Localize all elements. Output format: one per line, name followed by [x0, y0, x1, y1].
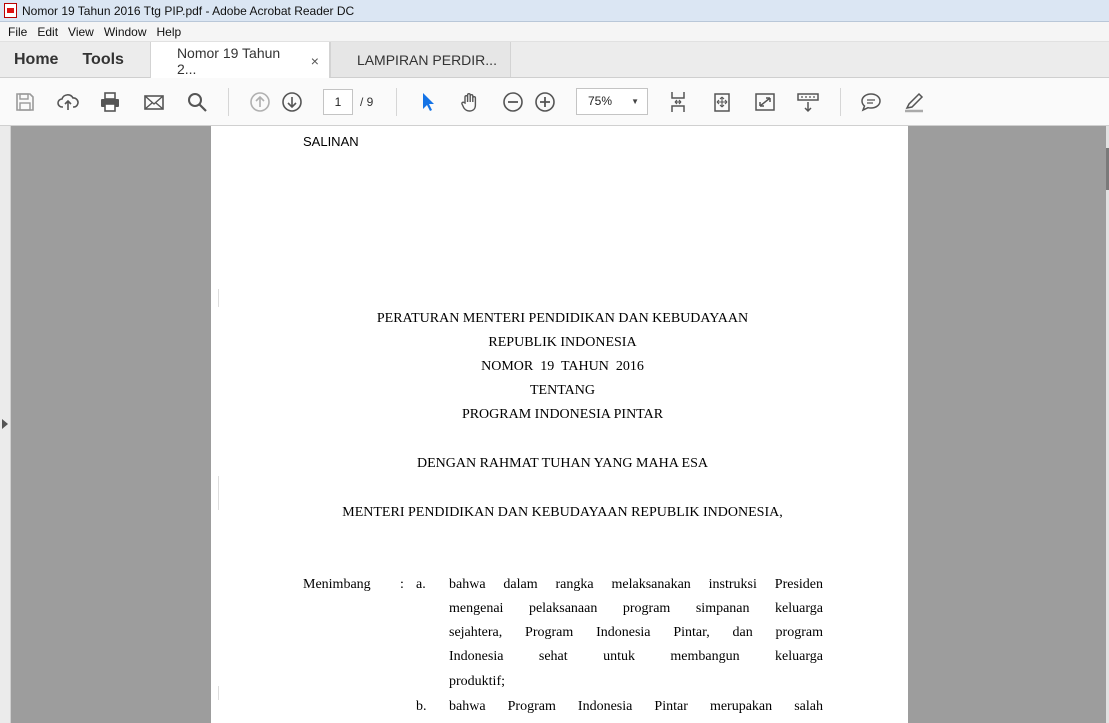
chevron-down-icon: ▼	[631, 97, 639, 106]
zoom-value: 75%	[588, 94, 613, 108]
comment-icon[interactable]	[859, 90, 883, 114]
page-number-input[interactable]: 1	[323, 89, 353, 115]
menu-view[interactable]: View	[68, 24, 94, 39]
item-b-line-1: bahwa Program Indonesia Pintar merupakan salah	[449, 699, 823, 714]
window-title: Nomor 19 Tahun 2016 Ttg PIP.pdf - Adobe Acrobat Reader DC	[22, 3, 355, 18]
item-letter-b: b.	[416, 699, 427, 714]
menu-edit[interactable]: Edit	[37, 24, 59, 39]
close-tab-icon[interactable]: ×	[310, 52, 319, 69]
left-panel-strip[interactable]	[0, 126, 11, 723]
scan-mark	[218, 686, 219, 700]
toolbar-separator	[396, 88, 397, 116]
item-a-line-3: sejahtera, Program Indonesia Pintar, dan program	[449, 625, 823, 640]
email-icon[interactable]	[142, 90, 166, 114]
menu-window[interactable]: Window	[103, 24, 147, 39]
toolbar-separator	[228, 88, 229, 116]
heading-line-1: PERATURAN MENTERI PENDIDIKAN DAN KEBUDAYAAN	[376, 311, 749, 326]
minister-line: MENTERI PENDIDIKAN DAN KEBUDAYAAN REPUBLIK INDONESIA,	[342, 505, 783, 520]
heading-line-3: NOMOR 19 TAHUN 2016	[481, 359, 644, 374]
pdf-page	[211, 126, 908, 723]
tab-document-active-label: Nomor 19 Tahun 2...	[176, 44, 281, 77]
considering-label: Menimbang	[303, 577, 371, 592]
search-icon[interactable]	[185, 90, 209, 114]
print-icon[interactable]	[98, 90, 122, 114]
expand-panel-icon[interactable]	[2, 419, 8, 429]
full-screen-icon[interactable]	[710, 90, 734, 114]
toolbar-separator	[840, 88, 841, 116]
salinan-label: SALINAN	[303, 134, 359, 149]
page-up-icon[interactable]	[248, 90, 272, 114]
upload-icon[interactable]	[56, 90, 80, 114]
document-viewport[interactable]	[0, 126, 1109, 723]
zoom-select[interactable]	[576, 88, 648, 115]
zoom-in-icon[interactable]	[533, 90, 557, 114]
heading-line-2: REPUBLIK INDONESIA	[488, 335, 637, 350]
tab-home[interactable]: Home	[14, 50, 59, 68]
save-icon[interactable]	[13, 90, 37, 114]
expand-icon[interactable]	[753, 90, 777, 114]
item-a-line-2: mengenai pelaksanaan program simpanan keluarga	[449, 601, 823, 616]
title-bar	[0, 0, 1109, 22]
fit-page-icon[interactable]	[666, 90, 690, 114]
zoom-out-icon[interactable]	[501, 90, 525, 114]
read-mode-icon[interactable]	[796, 90, 820, 114]
blessing-line: DENGAN RAHMAT TUHAN YANG MAHA ESA	[416, 456, 709, 471]
tab-bar	[0, 42, 1109, 78]
select-cursor-icon[interactable]	[415, 90, 439, 114]
item-a-line-5: produktif;	[449, 674, 505, 689]
heading-line-5: PROGRAM INDONESIA PINTAR	[461, 407, 664, 422]
menu-bar	[0, 22, 1109, 42]
toolbar	[0, 78, 1109, 126]
tab-document-active[interactable]	[150, 42, 330, 79]
item-letter-a: a.	[416, 577, 426, 592]
hand-icon[interactable]	[458, 90, 482, 114]
item-a-line-1: bahwa dalam rangka melaksanakan instruksi Presiden	[449, 577, 823, 592]
tab-document-lampiran[interactable]	[330, 42, 511, 77]
tab-tools[interactable]: Tools	[82, 50, 124, 68]
highlight-icon[interactable]	[902, 90, 926, 114]
menu-file[interactable]: File	[8, 24, 28, 39]
considering-colon: :	[400, 577, 404, 592]
scan-mark	[218, 289, 219, 307]
page-total: / 9	[360, 95, 374, 109]
pdf-app-icon	[4, 3, 17, 18]
page-down-icon[interactable]	[280, 90, 304, 114]
menu-help[interactable]: Help	[156, 24, 182, 39]
item-a-line-4: Indonesia sehat untuk membangun keluarga	[449, 649, 823, 664]
heading-line-4: TENTANG	[530, 383, 595, 398]
tab-document-lampiran-label: LAMPIRAN PERDIR...	[356, 51, 497, 68]
